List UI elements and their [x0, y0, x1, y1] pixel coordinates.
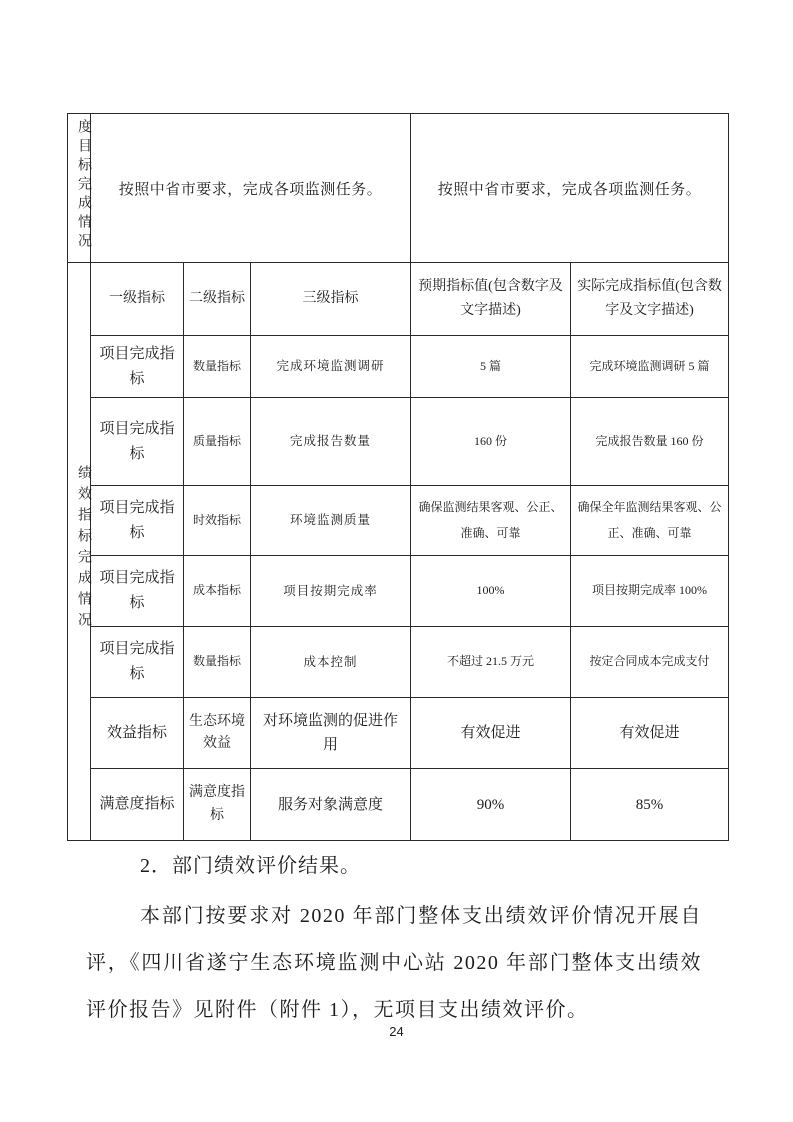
cell-level3: 对环境监测的促进作用	[251, 698, 411, 769]
indicator-section-stub-cell	[68, 263, 91, 841]
cell-level2: 时效指标	[184, 486, 251, 556]
cell-actual: 按定合同成本完成支付	[571, 627, 729, 698]
table-row	[68, 556, 729, 627]
cell-level1: 项目完成指标	[91, 336, 184, 398]
annual-goal-planned-cell	[91, 114, 411, 263]
cell-level1: 满意度指标	[91, 769, 184, 841]
cell-level2: 质量指标	[184, 398, 251, 486]
cell-level3: 服务对象满意度	[251, 769, 411, 841]
cell-level1: 项目完成指标	[91, 556, 184, 627]
cell-level2: 满意度指标	[184, 769, 251, 841]
cell-actual: 完成报告数量 160 份	[571, 398, 729, 486]
body-text-block	[86, 846, 702, 1034]
annual-goal-row	[68, 114, 729, 263]
cell-level3: 完成环境监测调研	[251, 336, 411, 398]
cell-level3: 环境监测质量	[251, 486, 411, 556]
cell-level3: 成本控制	[251, 627, 411, 698]
cell-level2: 数量指标	[184, 336, 251, 398]
cell-actual: 有效促进	[571, 698, 729, 769]
cell-level1: 项目完成指标	[91, 398, 184, 486]
header-level1: 一级指标	[91, 263, 184, 336]
table-row	[68, 336, 729, 398]
cell-actual: 85%	[571, 769, 729, 841]
annual-goal-actual-cell	[411, 114, 729, 263]
indicator-section-stub-label: 绩效指标完成情况	[76, 465, 91, 633]
cell-level1: 项目完成指标	[91, 627, 184, 698]
cell-level2: 成本指标	[184, 556, 251, 627]
annual-goal-actual-text: 按照中省市要求，完成各项监测任务。	[437, 181, 702, 198]
page-number: 24	[389, 1024, 404, 1039]
cell-level3: 完成报告数量	[251, 398, 411, 486]
annual-goal-stub-label: 度目标完成情况	[76, 119, 91, 252]
header-level2: 二级指标	[184, 263, 251, 336]
cell-expected: 100%	[411, 556, 571, 627]
cell-expected: 90%	[411, 769, 571, 841]
cell-level2: 数量指标	[184, 627, 251, 698]
table-row	[68, 698, 729, 769]
cell-level3: 项目按期完成率	[251, 556, 411, 627]
body-paragraph: 本部门按要求对 2020 年部门整体支出绩效评价情况开展自评，《四川省遂宁生态环境监测中心站 2020 年部门整体支出绩效评价报告》见附件（附件 1），无项目支出绩效评价。	[86, 905, 702, 1021]
annual-goal-planned-text: 按照中省市要求，完成各项监测任务。	[118, 181, 383, 198]
header-actual-value: 实际完成指标值(包含数字及文字描述)	[571, 263, 729, 336]
cell-actual: 项目按期完成率 100%	[571, 556, 729, 627]
header-expected-value: 预期指标值(包含数字及文字描述)	[411, 263, 571, 336]
indicator-header-row	[68, 263, 729, 336]
cell-expected: 不超过 21.5 万元	[411, 627, 571, 698]
section-heading: 2．部门绩效评价结果。	[140, 855, 361, 877]
table-row	[68, 627, 729, 698]
cell-expected: 160 份	[411, 398, 571, 486]
table-row	[68, 398, 729, 486]
cell-level2: 生态环境效益	[184, 698, 251, 769]
cell-expected: 确保监测结果客观、公正、准确、可靠	[411, 486, 571, 556]
cell-actual: 确保全年监测结果客观、公正、准确、可靠	[571, 486, 729, 556]
annual-goal-stub-cell	[68, 114, 91, 263]
table-row	[68, 769, 729, 841]
header-level3: 三级指标	[251, 263, 411, 336]
cell-actual: 完成环境监测调研 5 篇	[571, 336, 729, 398]
table-row	[68, 486, 729, 556]
performance-indicator-table	[67, 113, 729, 841]
cell-expected: 有效促进	[411, 698, 571, 769]
cell-level1: 项目完成指标	[91, 486, 184, 556]
cell-expected: 5 篇	[411, 336, 571, 398]
cell-level1: 效益指标	[91, 698, 184, 769]
